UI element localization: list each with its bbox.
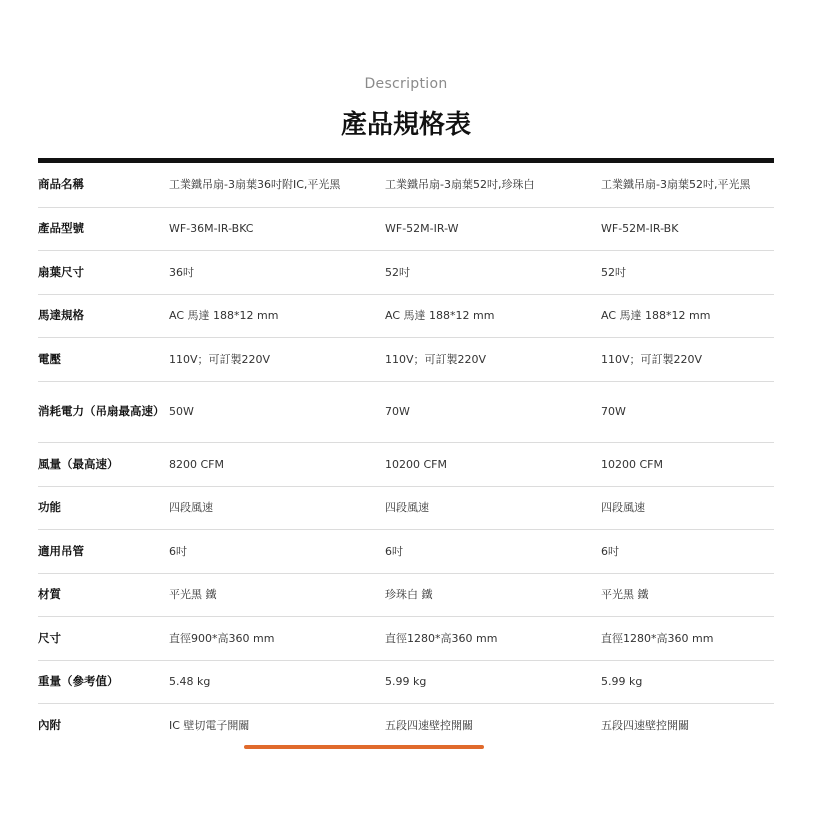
spec-label: 產品型號 bbox=[38, 207, 169, 250]
spec-row bbox=[38, 660, 774, 703]
spec-label: 商品名稱 bbox=[38, 163, 169, 207]
spec-label: 適用吊管 bbox=[38, 529, 169, 573]
spec-value: 平光黑 鐵 bbox=[601, 573, 774, 616]
spec-value: IC 壁切電子開關 bbox=[169, 718, 250, 732]
spec-value: 珍珠白 鐵 bbox=[385, 573, 601, 616]
spec-value: 平光黑 鐵 bbox=[169, 573, 385, 616]
spec-label: 尺寸 bbox=[38, 616, 169, 660]
spec-value: 52吋 bbox=[601, 250, 774, 294]
spec-value: 工業鐵吊扇-3扇葉52吋,珍珠白 bbox=[385, 163, 601, 207]
spec-value: 四段風速 bbox=[169, 486, 385, 529]
spec-label: 扇葉尺寸 bbox=[38, 250, 169, 294]
spec-row bbox=[38, 294, 774, 337]
spec-value: 直徑1280*高360 mm bbox=[385, 616, 601, 660]
spec-row bbox=[38, 442, 774, 486]
spec-row bbox=[38, 486, 774, 529]
spec-value: 10200 CFM bbox=[385, 442, 601, 486]
spec-table bbox=[38, 163, 774, 747]
spec-label: 材質 bbox=[38, 573, 169, 616]
spec-label: 馬達規格 bbox=[38, 294, 169, 337]
spec-table-body bbox=[38, 163, 774, 747]
spec-value: AC 馬達 188*12 mm bbox=[169, 294, 385, 337]
spec-label: 重量（參考值） bbox=[38, 660, 169, 703]
spec-row bbox=[38, 163, 774, 207]
spec-value: 五段四速壁控開關 bbox=[385, 718, 473, 732]
spec-value: 工業鐵吊扇-3扇葉36吋附IC,平光黑 bbox=[169, 163, 385, 207]
spec-value: 工業鐵吊扇-3扇葉52吋,平光黑 bbox=[601, 163, 774, 207]
spec-value: AC 馬達 188*12 mm bbox=[385, 294, 601, 337]
spec-row bbox=[38, 250, 774, 294]
spec-label: 功能 bbox=[38, 486, 169, 529]
page-title: 產品規格表 bbox=[340, 110, 471, 140]
spec-row bbox=[38, 616, 774, 660]
spec-value: WF-36M-IR-BKC bbox=[169, 207, 385, 250]
description-subtitle: Description bbox=[364, 76, 448, 92]
spec-value: 70W bbox=[601, 381, 774, 442]
spec-value: 36吋 bbox=[169, 250, 385, 294]
spec-value: 五段四速壁控開關 bbox=[601, 718, 689, 732]
spec-row bbox=[38, 529, 774, 573]
spec-label: 電壓 bbox=[38, 337, 169, 381]
spec-label: 內附 bbox=[38, 717, 61, 732]
spec-value: 10200 CFM bbox=[601, 442, 774, 486]
spec-value: 5.99 kg bbox=[601, 660, 774, 703]
spec-value: 52吋 bbox=[385, 250, 601, 294]
spec-label: 消耗電力（吊扇最高速） bbox=[38, 381, 169, 442]
spec-value: WF-52M-IR-W bbox=[385, 207, 601, 250]
spec-row bbox=[38, 573, 774, 616]
scroll-indicator bbox=[244, 745, 484, 749]
spec-row bbox=[38, 207, 774, 250]
spec-value: 5.48 kg bbox=[169, 660, 385, 703]
spec-value: 110V；可訂製220V bbox=[385, 337, 601, 381]
spec-value: 6吋 bbox=[601, 529, 774, 573]
spec-value: 5.99 kg bbox=[385, 660, 601, 703]
spec-value: 50W bbox=[169, 381, 385, 442]
spec-value: 四段風速 bbox=[385, 486, 601, 529]
spec-label: 風量（最高速） bbox=[38, 442, 169, 486]
spec-row bbox=[38, 337, 774, 381]
spec-value: 8200 CFM bbox=[169, 442, 385, 486]
spec-row bbox=[38, 381, 774, 442]
spec-value: 110V；可訂製220V bbox=[169, 337, 385, 381]
spec-value: 110V；可訂製220V bbox=[601, 337, 774, 381]
spec-value: 四段風速 bbox=[601, 486, 774, 529]
spec-value: 70W bbox=[385, 381, 601, 442]
spec-row bbox=[38, 703, 774, 747]
spec-value: 直徑1280*高360 mm bbox=[601, 616, 774, 660]
spec-value: 6吋 bbox=[169, 529, 385, 573]
spec-value: 6吋 bbox=[385, 529, 601, 573]
spec-value: AC 馬達 188*12 mm bbox=[601, 294, 774, 337]
spec-value: WF-52M-IR-BK bbox=[601, 207, 774, 250]
spec-value: 直徑900*高360 mm bbox=[169, 616, 385, 660]
